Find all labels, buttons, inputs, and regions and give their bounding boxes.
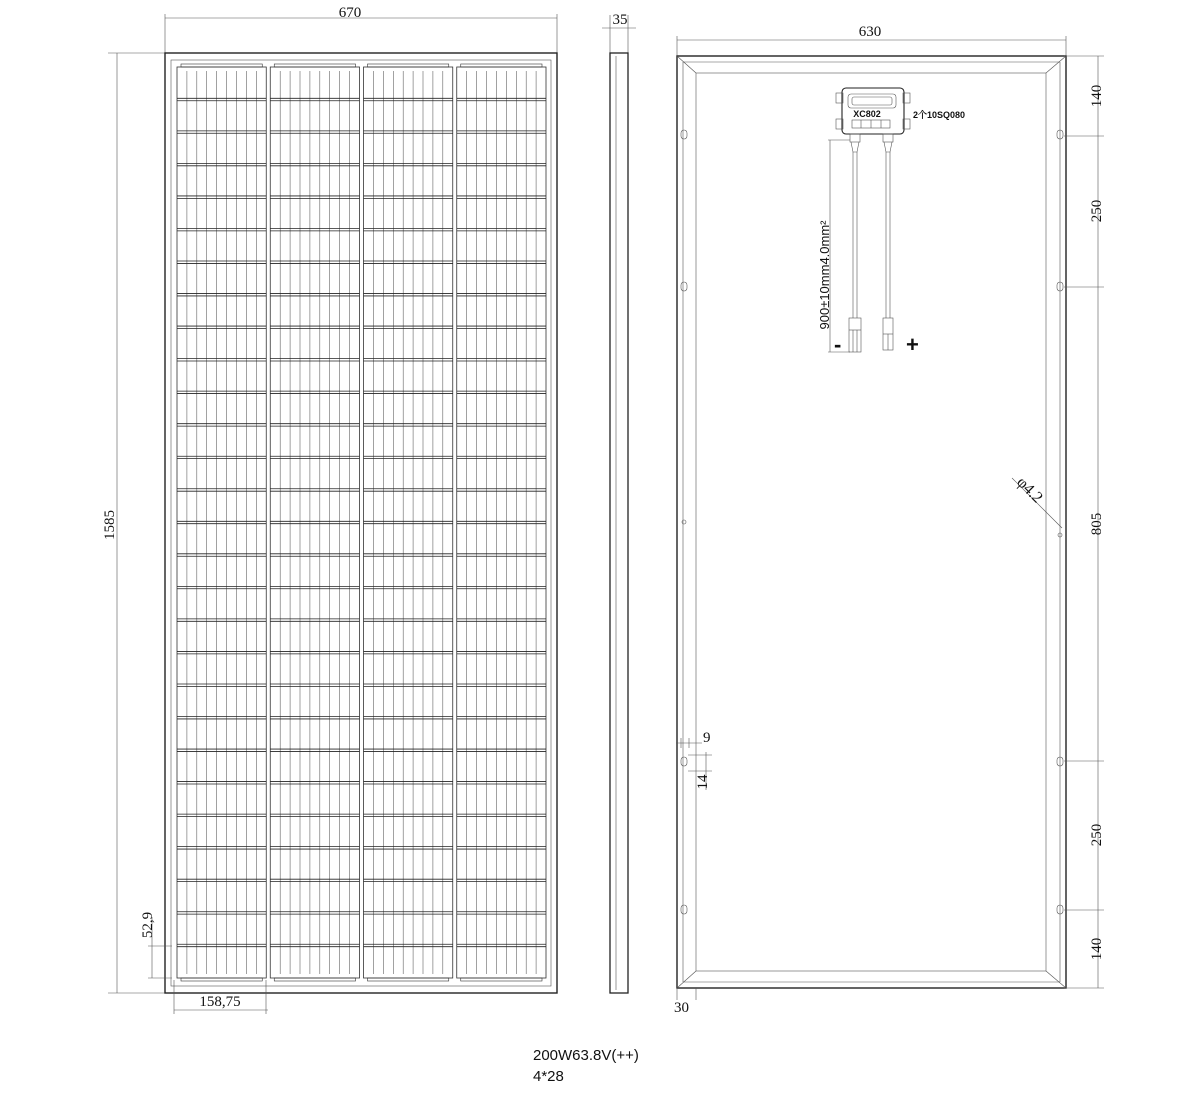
cables <box>849 134 893 352</box>
back-frame-outer <box>677 56 1066 988</box>
right-chain-dims <box>1064 56 1105 988</box>
right-dim-3: 805 <box>1089 512 1105 536</box>
busbar-bottom <box>181 978 262 981</box>
front-width-dim: 670 <box>338 5 362 21</box>
right-dim-4: 250 <box>1089 823 1105 847</box>
slot-width-dim: 9 <box>703 730 711 746</box>
front-height-dim: 1585 <box>102 510 118 540</box>
busbar-top <box>274 64 355 67</box>
cell-width-dim: 158,75 <box>199 994 241 1010</box>
connector-note: 2个10SQ080 <box>913 110 966 120</box>
front-view <box>102 5 557 1014</box>
cell-grid <box>177 64 546 981</box>
mount-holes-left <box>681 130 687 914</box>
string-column <box>270 67 359 978</box>
hole-diameter: φ4.2 <box>1013 473 1046 507</box>
front-frame-outer <box>165 53 557 993</box>
string-column <box>364 67 453 978</box>
string-column <box>177 67 266 978</box>
junction-box-label: XC802 <box>853 109 881 119</box>
plus-sign: + <box>906 332 919 357</box>
string-column <box>457 67 546 978</box>
right-dim-1: 140 <box>1089 84 1105 108</box>
busbar-top <box>368 64 449 67</box>
caption-line-2: 4*28 <box>533 1068 564 1085</box>
right-dim-5: 140 <box>1089 937 1105 961</box>
minus-sign: - <box>834 332 842 357</box>
cell-height-dim: 52,9 <box>140 911 156 939</box>
side-view <box>602 12 636 993</box>
busbar-bottom <box>368 978 449 981</box>
back-view <box>674 24 1105 1016</box>
busbar-bottom <box>274 978 355 981</box>
busbar-top <box>181 64 262 67</box>
frame-edge-dim: 30 <box>674 1000 689 1016</box>
caption-line-1: 200W63.8V(++) <box>533 1047 639 1064</box>
busbar-top <box>461 64 542 67</box>
junction-box <box>836 88 910 134</box>
back-frame-inner <box>696 73 1046 971</box>
minus-connector <box>849 318 861 352</box>
front-frame-inner <box>171 60 551 986</box>
back-width-dim: 630 <box>858 24 882 40</box>
busbar-bottom <box>461 978 542 981</box>
right-dim-2: 250 <box>1089 199 1105 223</box>
side-profile <box>610 53 628 993</box>
slot-height-dim: 14 <box>695 774 711 790</box>
thickness-dim: 35 <box>612 12 628 28</box>
cable-note: 900±10mm4.0mm² <box>817 220 832 330</box>
